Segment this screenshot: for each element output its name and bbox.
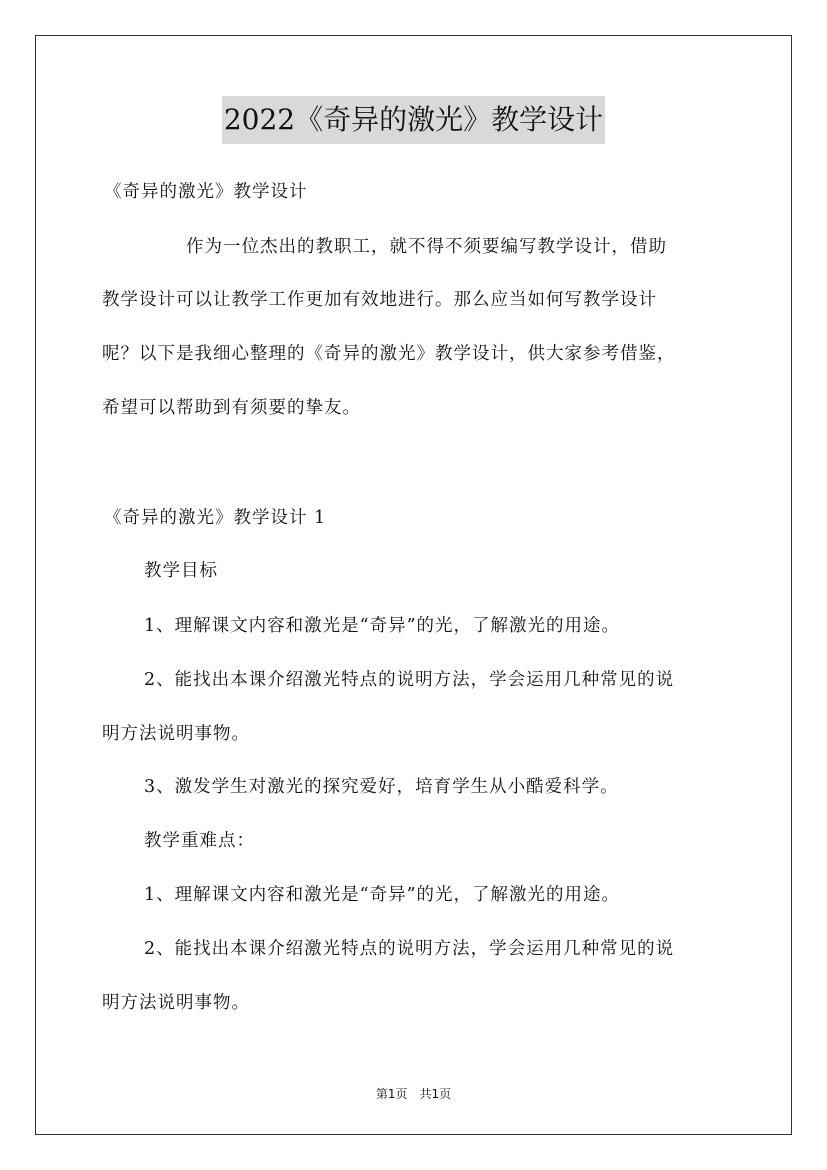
goal-item-1: 1、理解课文内容和激光是“奇异”的光，了解激光的用途。: [144, 616, 621, 636]
page-number-footer: 第1页 共1页: [375, 1087, 452, 1101]
intro-line-3: 呢？以下是我细心整理的《奇异的激光》教学设计，供大家参考借鉴，: [102, 344, 676, 364]
intro-heading: 《奇异的激光》教学设计: [104, 182, 308, 202]
intro-line-4: 希望可以帮助到有须要的挚友。: [102, 398, 361, 418]
document-title: 2022《奇异的激光》教学设计: [222, 96, 605, 144]
goal-item-2-line-2: 明方法说明事物。: [102, 724, 250, 744]
goal-item-2-line-1: 2、能找出本课介绍激光特点的说明方法，学会运用几种常见的说: [144, 670, 675, 690]
goal-item-3: 3、激发学生对激光的探究爱好，培育学生从小酷爱科学。: [144, 777, 619, 797]
key-point-1: 1、理解课文内容和激光是“奇异”的光，了解激光的用途。: [144, 885, 621, 905]
key-points-heading: 教学重难点：: [144, 831, 255, 851]
document-title-wrapper: [0, 96, 827, 144]
intro-line-2: 教学设计可以让教学工作更加有效地进行。那么应当如何写教学设计: [102, 290, 657, 310]
key-point-2-line-1: 2、能找出本课介绍激光特点的说明方法，学会运用几种常见的说: [144, 939, 675, 959]
intro-line-1: 作为一位杰出的教职工，就不得不须要编写教学设计，借助: [186, 237, 667, 257]
section-heading: 《奇异的激光》教学设计 1: [104, 508, 327, 528]
goal-heading: 教学目标: [144, 561, 218, 581]
key-point-2-line-2: 明方法说明事物。: [102, 993, 250, 1013]
